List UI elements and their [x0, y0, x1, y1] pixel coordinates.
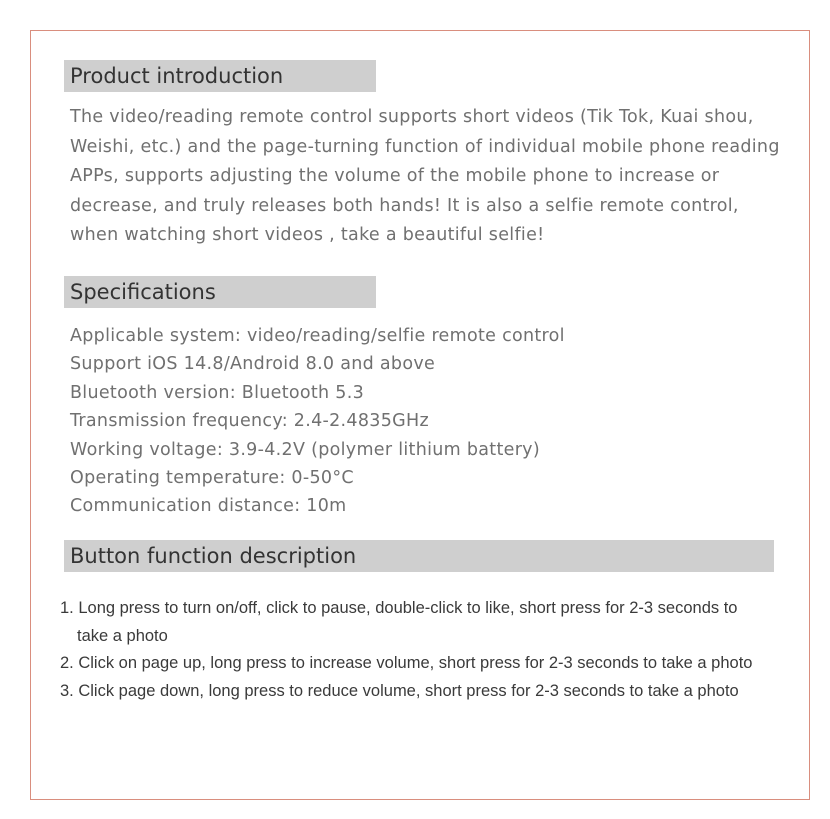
buttons-heading: Button function description	[64, 540, 774, 572]
specs-list	[70, 322, 565, 521]
spec-item: Applicable system: video/reading/selfie remote control	[70, 326, 565, 346]
button-function-item: 1. Long press to turn on/off, click to pause, double-click to like, short press for 2-3 seconds to take a photo	[60, 599, 738, 645]
spec-item: Transmission frequency: 2.4-2.4835GHz	[70, 411, 429, 432]
spec-item: Bluetooth version: Bluetooth 5.3	[70, 382, 365, 403]
spec-item: Support iOS 14.8/Android 8.0 and above	[70, 354, 436, 375]
intro-text: The video/reading remote control supports short videos (Tik Tok, Kuai shou, Weishi, etc.) and the page-turning function of individual mobile phone reading APPs, supports adjusting the volume of the mobile phone to increase or decrease, and truly releases both hands! It is also a selfie remote control, when watching short videos , take a beautiful selfie!	[70, 107, 780, 245]
button-function-item: 3. Click page down, long press to reduce volume, short press for 2-3 seconds to take a photo	[60, 681, 739, 700]
button-function-item: 2. Click on page up, long press to increase volume, short press for 2-3 seconds to take a photo	[60, 654, 753, 672]
button-function-list	[60, 595, 770, 705]
spec-item: Communication distance: 10m	[70, 496, 347, 517]
intro-heading: Product introduction	[64, 60, 376, 92]
spec-item: Working voltage: 3.9-4.2V (polymer lithium battery)	[70, 439, 540, 460]
spec-item: Operating temperature: 0-50°C	[70, 468, 354, 489]
specs-heading: Specifications	[64, 276, 376, 308]
